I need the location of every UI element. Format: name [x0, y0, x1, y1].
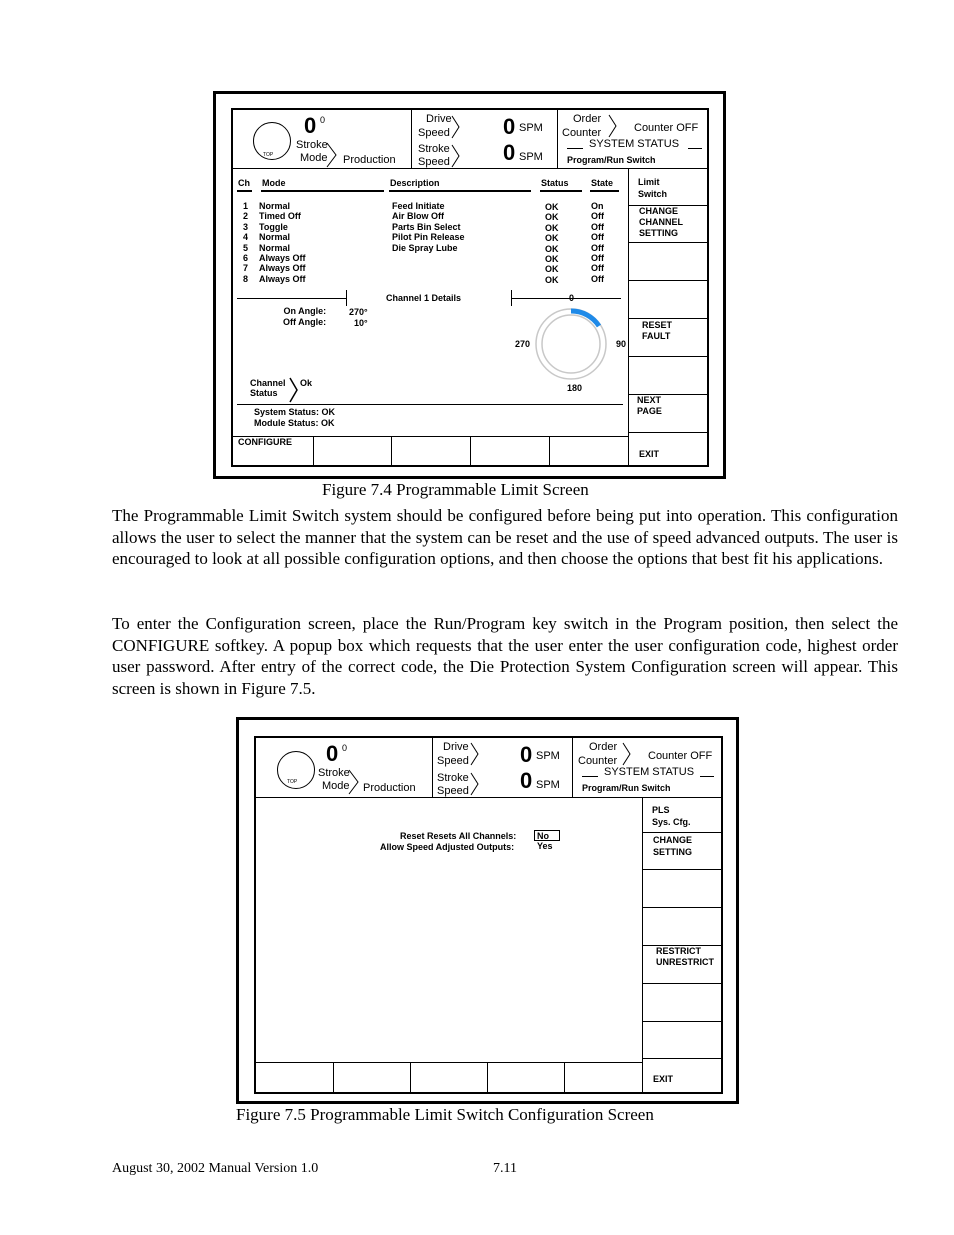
drive-speed-label: Drive — [426, 113, 452, 125]
angle-values: 270° 10° — [349, 307, 368, 328]
figure-7-5-screen — [236, 717, 739, 1104]
figure-7-4-screen — [213, 91, 726, 479]
channel-details-title: Channel 1 Details — [386, 293, 462, 303]
stroke-mode-label-2: Mode — [300, 152, 328, 164]
chevron-right-icon — [451, 144, 461, 168]
speed-adjusted-outputs-label: Allow Speed Adjusted Outputs: — [380, 842, 515, 852]
footer-page-number: 7.11 — [493, 1161, 517, 1176]
paragraph-2: To enter the Configuration screen, place the Run/Program key switch in the Program position, then select the CONFIGURE softkey. A popup box which requests that the user enter the user configuration code, highest order user password. After entry of the correct code, the Die Protection System Configuration screen will appear. This screen is shown in Figure 7.5. — [112, 614, 898, 698]
module-status: Module Status: OK — [254, 418, 335, 428]
system-status: System Status: OK — [254, 407, 336, 417]
stroke-speed-value: 0 — [520, 768, 533, 793]
system-status-label: SYSTEM STATUS — [589, 138, 680, 150]
col-header-status: Status — [541, 178, 569, 188]
col-header-description: Description — [390, 178, 440, 188]
stroke-speed-value: 0 — [503, 140, 516, 165]
order-counter-label: Order — [573, 113, 602, 125]
order-counter-label-2: Counter — [562, 127, 602, 139]
stroke-speed-label-2: Speed — [418, 156, 450, 168]
stroke-speed-label: Stroke — [437, 772, 469, 784]
reset-all-channels-label: Reset Resets All Channels: — [400, 831, 517, 841]
drive-speed-unit: SPM — [536, 750, 560, 762]
table-status-column: OK OK OK OK OK OK OK OK — [545, 202, 559, 285]
channel-status-label-2: Status — [250, 388, 278, 398]
chevron-right-icon — [470, 742, 480, 766]
softkey-limit-switch[interactable]: Limit Switch — [638, 177, 668, 199]
angle-value: 0 — [304, 113, 317, 138]
drive-speed-label: Drive — [443, 741, 469, 753]
stroke-speed-unit: SPM — [536, 779, 560, 791]
drive-speed-unit: SPM — [519, 122, 543, 134]
paragraph-1: The Programmable Limit Switch system should be configured before being put into operation. This configuration allows the user to select the manner that the system can be reset and the use of speed advanced outputs. The user is encouraged to look at all possible configuration options, and then choose the options that best fit his applications. — [112, 506, 898, 568]
stroke-mode-label-2: Mode — [322, 780, 350, 792]
mode-value: Production — [343, 154, 396, 166]
order-counter-label-2: Counter — [578, 755, 618, 767]
chevron-right-icon — [470, 772, 480, 796]
drive-speed-value: 0 — [503, 114, 516, 139]
channel-status-label: Channel — [250, 378, 286, 388]
softkey-configure[interactable]: CONFIGURE — [238, 437, 292, 447]
softkey-change-setting[interactable]: CHANGE SETTING — [653, 835, 693, 857]
drive-speed-label-2: Speed — [418, 127, 450, 139]
col-header-state: State — [591, 178, 614, 188]
stroke-mode-label: Stroke — [318, 767, 350, 779]
program-run-switch: Program/Run Switch — [582, 783, 671, 793]
angle-value: 0 — [326, 741, 339, 766]
gauge-label-90: 90 — [616, 339, 627, 349]
softkey-restrict-unrestrict[interactable]: RESTRICT UNRESTRICT — [656, 946, 714, 967]
screen-panel — [231, 108, 709, 467]
chevron-right-icon — [608, 114, 618, 138]
gauge-label-180: 180 — [567, 383, 583, 393]
table-description-column: Feed Initiate Air Blow Off Parts Bin Select Pilot Pin Release Die Spray Lube — [392, 201, 465, 253]
softkey-change-channel-setting[interactable]: CHANGE CHANNEL SETTING — [639, 206, 683, 238]
counter-status: Counter OFF — [648, 750, 713, 762]
chevron-right-icon — [451, 115, 461, 139]
softkey-next-page[interactable]: NEXT PAGE — [637, 395, 662, 416]
chevron-right-icon — [348, 769, 360, 795]
angle-unit: 0 — [320, 115, 326, 125]
angle-gauge — [533, 306, 609, 382]
channel-status-value: Ok — [300, 378, 313, 388]
mode-value: Production — [363, 782, 416, 794]
softkey-reset-fault[interactable]: RESET FAULT — [642, 320, 673, 341]
footer-date-version: August 30, 2002 Manual Version 1.0 — [112, 1161, 319, 1176]
col-header-mode: Mode — [262, 178, 286, 188]
top-label: TOP — [287, 779, 298, 785]
table-ch-column: 1 2 3 4 5 6 7 8 — [243, 201, 249, 284]
gauge-label-0: 0 — [569, 293, 575, 303]
drive-speed-value: 0 — [520, 742, 533, 767]
gauge-label-270: 270 — [515, 339, 531, 349]
stroke-speed-unit: SPM — [519, 151, 543, 163]
config-screen-panel — [254, 736, 723, 1094]
col-header-ch: Ch — [238, 178, 250, 188]
program-run-switch: Program/Run Switch — [567, 155, 656, 165]
softkey-exit[interactable]: EXIT — [653, 1074, 674, 1084]
reset-all-channels-field[interactable]: No — [534, 830, 560, 841]
figure-7-4-caption: Figure 7.4 Programmable Limit Screen — [322, 480, 589, 499]
stroke-mode-label: Stroke — [296, 139, 328, 151]
stroke-speed-label: Stroke — [418, 143, 450, 155]
figure-7-5-caption: Figure 7.5 Programmable Limit Switch Configuration Screen — [236, 1105, 654, 1124]
top-label: TOP — [263, 152, 274, 158]
drive-speed-label-2: Speed — [437, 755, 469, 767]
angle-unit: 0 — [342, 743, 348, 753]
table-state-column: On Off Off Off Off Off Off Off — [591, 201, 604, 284]
angle-labels: On Angle: Off Angle: — [283, 306, 327, 327]
softkey-exit[interactable]: EXIT — [639, 449, 660, 459]
chevron-right-icon — [622, 742, 632, 766]
chevron-right-icon — [289, 377, 299, 403]
stroke-speed-label-2: Speed — [437, 785, 469, 797]
speed-adjusted-outputs-field[interactable]: Yes — [537, 841, 553, 851]
order-counter-label: Order — [589, 741, 618, 753]
counter-status: Counter OFF — [634, 122, 699, 134]
system-status-label: SYSTEM STATUS — [604, 766, 695, 778]
softkey-pls-sys-cfg[interactable]: PLS Sys. Cfg. — [652, 805, 691, 827]
chevron-right-icon — [326, 142, 338, 168]
table-mode-column: Normal Timed Off Toggle Normal Normal Always Off Always Off Always Off — [259, 201, 306, 284]
